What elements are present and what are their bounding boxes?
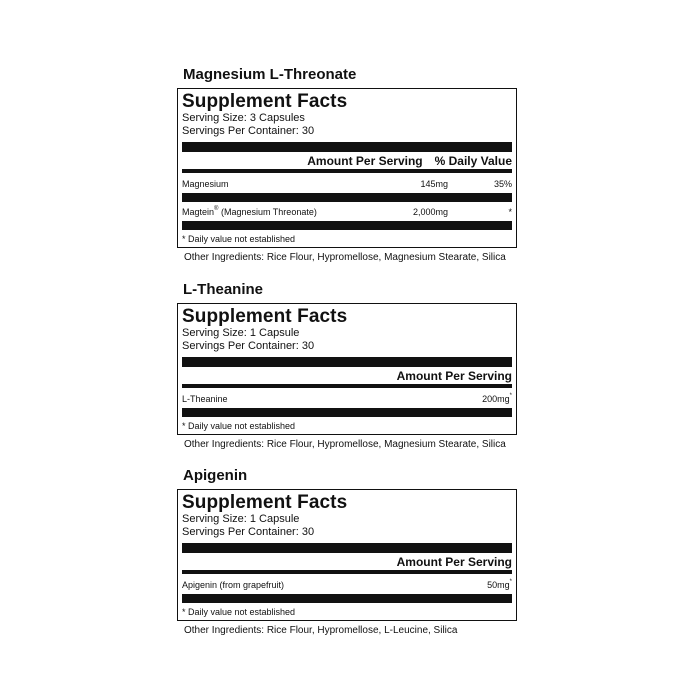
product-magnesium-l-threonate	[177, 66, 527, 264]
divider-bar	[182, 570, 512, 574]
supplement-facts-panel	[177, 303, 517, 435]
nutrient-amount: 145mg	[420, 179, 448, 189]
divider-bar	[182, 594, 512, 603]
nutrient-amount: 200mg*	[482, 393, 512, 404]
serving-size: Serving Size: 3 Capsules	[182, 112, 305, 124]
nutrient-name: Apigenin (from grapefruit)	[182, 580, 285, 590]
nutrient-row	[182, 391, 512, 406]
nutrient-row	[182, 176, 512, 191]
serving-size: Serving Size: 1 Capsule	[182, 327, 300, 339]
nutrient-daily-value: 35%	[493, 179, 512, 189]
nutrient-row	[182, 577, 512, 592]
product-title: Magnesium L-Threonate	[183, 66, 357, 83]
footnote: * Daily value not established	[182, 607, 296, 617]
other-ingredients: Other Ingredients: Rice Flour, Hypromellose, Magnesium Stearate, Silica	[184, 252, 506, 263]
header-amount-per-serving: Amount Per Serving	[396, 369, 512, 383]
divider-bar	[182, 142, 512, 152]
footnote: * Daily value not established	[182, 234, 296, 244]
servings-per-container: Servings Per Container: 30	[182, 340, 315, 352]
nutrient-name: Magtein® (Magnesium Threonate)	[182, 206, 317, 217]
footnote: * Daily value not established	[182, 421, 296, 431]
asterisk-mark: *	[509, 579, 512, 585]
nutrient-row	[182, 204, 512, 219]
serving-size: Serving Size: 1 Capsule	[182, 513, 300, 525]
servings-per-container: Servings Per Container: 30	[182, 125, 315, 137]
other-ingredients: Other Ingredients: Rice Flour, Hypromellose, Magnesium Stearate, Silica	[184, 439, 506, 450]
facts-header	[182, 555, 512, 569]
nutrient-daily-value: *	[508, 207, 512, 217]
supplement-facts-panel	[177, 88, 517, 248]
divider-bar	[182, 408, 512, 417]
divider-bar	[182, 221, 512, 230]
header-amount-per-serving: Amount Per Serving	[307, 154, 423, 168]
facts-title: Supplement Facts	[182, 492, 348, 513]
product-title: L-Theanine	[183, 281, 264, 298]
nutrient-name: L-Theanine	[182, 394, 228, 404]
product-apigenin	[177, 467, 527, 637]
nutrient-amount: 2,000mg	[412, 207, 448, 217]
facts-header	[182, 369, 512, 383]
servings-per-container: Servings Per Container: 30	[182, 526, 315, 538]
facts-title: Supplement Facts	[182, 91, 348, 112]
registered-mark: ®	[214, 206, 219, 212]
header-amount-per-serving: Amount Per Serving	[396, 555, 512, 569]
divider-bar	[182, 543, 512, 553]
divider-bar	[182, 384, 512, 388]
nutrient-name: Magnesium	[182, 179, 229, 189]
facts-title: Supplement Facts	[182, 306, 348, 327]
product-l-theanine	[177, 281, 527, 451]
header-daily-value: % Daily Value	[434, 154, 512, 168]
asterisk-mark: *	[509, 393, 512, 399]
facts-header	[182, 154, 512, 168]
divider-bar	[182, 193, 512, 202]
divider-bar	[182, 357, 512, 367]
nutrient-amount: 50mg*	[487, 579, 512, 590]
other-ingredients: Other Ingredients: Rice Flour, Hypromellose, L-Leucine, Silica	[184, 625, 458, 636]
product-title: Apigenin	[183, 467, 248, 484]
supplement-facts-panel	[177, 489, 517, 621]
divider-bar	[182, 169, 512, 173]
